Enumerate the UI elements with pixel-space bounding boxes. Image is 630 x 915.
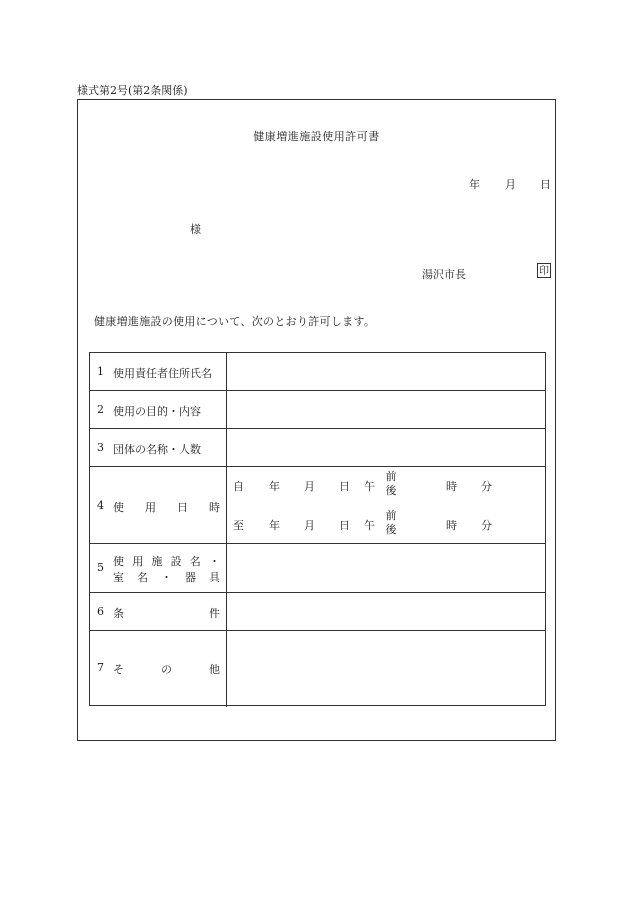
schedule-ampm-stack: 前 後 — [385, 470, 397, 497]
row-label: そ の 他 — [113, 663, 220, 676]
schedule-year-label: 年 — [269, 519, 280, 532]
table-row — [90, 544, 545, 593]
row-label: 使用の目的・内容 — [113, 405, 201, 418]
table-row — [90, 353, 545, 391]
table-row — [90, 391, 545, 429]
schedule-month-label: 月 — [304, 519, 315, 532]
table-row — [90, 467, 545, 544]
schedule-from-label: 自 — [233, 480, 244, 493]
issuer-name: 湯沢市長 — [422, 268, 466, 281]
row-value-cell — [227, 544, 545, 592]
row-number: 2 — [97, 403, 104, 416]
schedule-minute-label: 分 — [481, 480, 492, 493]
row-number: 1 — [97, 365, 104, 378]
date-month-label: 月 — [505, 178, 516, 191]
schedule-noon-label: 午 — [364, 480, 375, 493]
document-title: 健康増進施設使用許可書 — [253, 130, 380, 143]
date-year-label: 年 — [469, 178, 480, 191]
row-label-line2: 室 名 ・ 器 具 — [113, 571, 220, 584]
row-value-cell — [227, 631, 545, 707]
permit-document — [77, 99, 556, 741]
permit-statement: 健康増進施設の使用について、次のとおり許可します。 — [94, 315, 376, 328]
row-label-cell — [90, 391, 227, 428]
form-number-label: 様式第2号(第2条関係) — [77, 84, 188, 97]
row-label-cell — [90, 593, 227, 630]
row-number: 4 — [97, 499, 104, 512]
schedule-hour-label: 時 — [446, 480, 457, 493]
seal-mark: 印 — [537, 263, 551, 278]
row-number: 7 — [97, 661, 104, 674]
row-label: 使 用 日 時 — [113, 501, 220, 514]
schedule-month-label: 月 — [304, 480, 315, 493]
schedule-noon-label: 午 — [364, 519, 375, 532]
date-day-label: 日 — [540, 178, 551, 191]
row-number: 5 — [97, 561, 104, 574]
schedule-hour-label: 時 — [446, 519, 457, 532]
table-row — [90, 593, 545, 631]
row-value-cell — [227, 593, 545, 630]
row-label: 団体の名称・人数 — [113, 443, 201, 456]
schedule-day-label: 日 — [339, 480, 350, 493]
addressee-suffix: 様 — [190, 223, 201, 236]
row-label-cell — [90, 467, 227, 543]
row-label-cell — [90, 353, 227, 390]
schedule-to-label: 至 — [233, 519, 244, 532]
row-number: 3 — [97, 441, 104, 454]
permit-details-table — [89, 352, 546, 706]
row-label: 条 件 — [113, 607, 220, 620]
row-value-cell — [227, 429, 545, 466]
row-value-cell — [227, 353, 545, 390]
row-label-cell — [90, 429, 227, 466]
table-row — [90, 429, 545, 467]
row-value-cell — [227, 391, 545, 428]
schedule-year-label: 年 — [269, 480, 280, 493]
row-label-cell — [90, 544, 227, 592]
schedule-day-label: 日 — [339, 519, 350, 532]
schedule-ampm-stack: 前 後 — [385, 509, 397, 536]
row-label: 使用責任者住所氏名 — [113, 367, 212, 380]
row-label-line1: 使 用 施 設 名 ・ — [113, 555, 220, 568]
schedule-minute-label: 分 — [481, 519, 492, 532]
table-row — [90, 631, 545, 707]
row-number: 6 — [97, 605, 104, 618]
schedule-cell — [227, 467, 545, 543]
row-label-cell — [90, 631, 227, 707]
